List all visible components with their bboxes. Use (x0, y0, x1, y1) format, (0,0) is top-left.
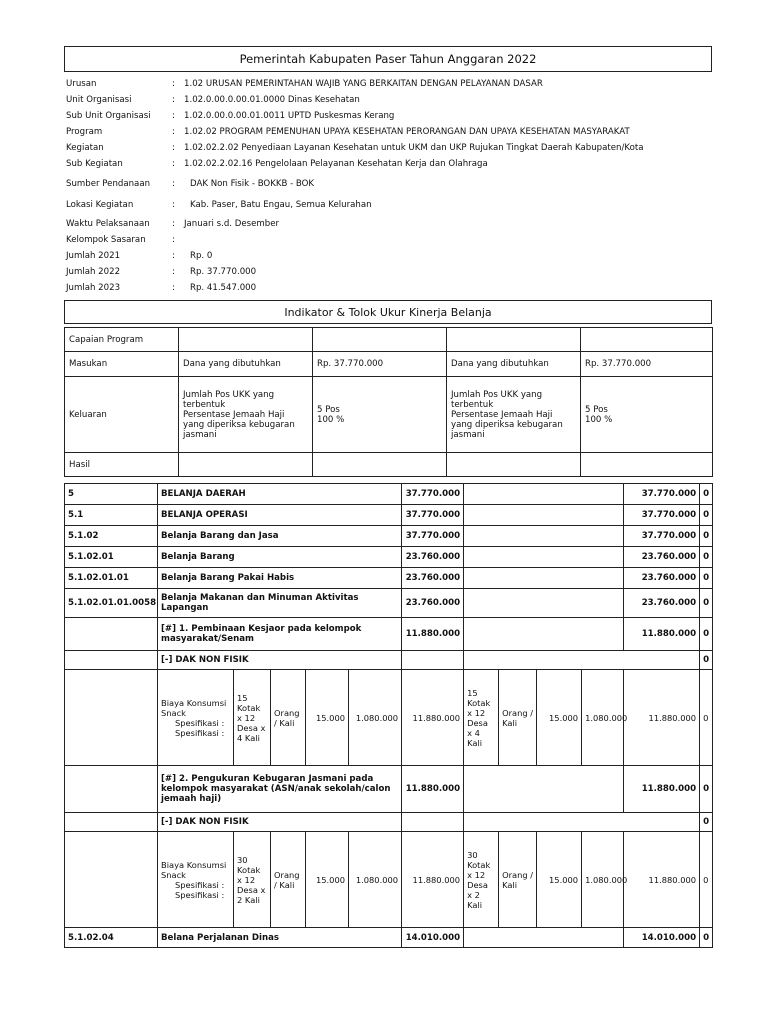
item-price-2: 15.000 (537, 832, 582, 928)
item-tax: 1.080.000 (349, 670, 402, 766)
indicator-row-hasil (65, 453, 713, 477)
row-diff: 0 (700, 589, 713, 618)
info-label: Program (66, 127, 103, 137)
item-desc: Biaya Konsumsi Snack Spesifikasi : Spesifikasi : (158, 832, 234, 928)
item-volume: 15 Kotak x 12 Desa x 4 Kali (234, 670, 271, 766)
budget-row (65, 547, 713, 568)
row-diff: 0 (700, 526, 713, 547)
info-value: Januari s.d. Desember (184, 219, 280, 229)
item-price: 15.000 (306, 832, 349, 928)
info-label: Sub Unit Organisasi (66, 111, 151, 121)
row-name: Belanja Makanan dan Minuman Aktivitas Lapangan (158, 589, 402, 618)
keluaran-desc-2: Jumlah Pos UKK yang terbentuk Persentase Jemaah Haji yang diperiksa kebugaran jasmani (447, 377, 581, 453)
item-diff: 0 (700, 832, 713, 928)
row-amount-2: 37.770.000 (624, 484, 700, 505)
indicator-row-masukan (65, 352, 713, 377)
item-diff: 0 (700, 670, 713, 766)
info-separator: : (172, 251, 175, 261)
budget-row (65, 526, 713, 547)
keluaran-value: 5 Pos 100 % (313, 377, 447, 453)
item-unit-2: Orang / Kali (499, 832, 537, 928)
row-diff: 0 (700, 547, 713, 568)
info-value: 1.02.0.00.0.00.01.0011 UPTD Puskesmas Kerang (184, 111, 395, 121)
item-volume-2: 15 Kotak x 12 Desa x 4 Kali (464, 670, 499, 766)
item-unit: Orang / Kali (271, 670, 306, 766)
label-capaian: Capaian Program (65, 328, 179, 352)
item-tax: 1.080.000 (349, 832, 402, 928)
info-separator: : (172, 111, 175, 121)
row-name: Belanja Barang Pakai Habis (158, 568, 402, 589)
row-code: 5.1.02 (65, 526, 158, 547)
info-label: Sumber Pendanaan (66, 179, 151, 189)
info-label: Urusan (66, 79, 97, 89)
row-name: Belanja Barang (158, 547, 402, 568)
row-amount-2: 37.770.000 (624, 526, 700, 547)
budget-row (65, 505, 713, 526)
source-name: [-] DAK NON FISIK (158, 651, 402, 670)
indicator-row-keluaran (65, 377, 713, 453)
group-amount-2: 11.880.000 (624, 766, 700, 813)
info-value: 1.02.02 PROGRAM PEMENUHAN UPAYA KESEHATAN PERORANGAN DAN UPAYA KESEHATAN MASYARAKAT (184, 127, 630, 137)
info-label: Kegiatan (66, 143, 104, 153)
group-row (65, 766, 713, 813)
row-name: BELANJA OPERASI (158, 505, 402, 526)
budget-row (65, 484, 713, 505)
label-keluaran: Keluaran (65, 377, 179, 453)
row-code: 5.1 (65, 505, 158, 526)
info-label: Jumlah 2021 (66, 251, 121, 261)
info-separator: : (172, 127, 175, 137)
indicator-row-capaian (65, 328, 713, 352)
item-desc: Biaya Konsumsi Snack Spesifikasi : Spesifikasi : (158, 670, 234, 766)
item-row (65, 832, 713, 928)
info-value: 1.02.0.00.0.00.01.0000 Dinas Kesehatan (184, 95, 360, 105)
item-tax-2: 1.080.000 (582, 670, 624, 766)
group-amount: 11.880.000 (402, 766, 464, 813)
row-code: 5 (65, 484, 158, 505)
info-label: Sub Kegiatan (66, 159, 123, 169)
row-amount-2: 23.760.000 (624, 547, 700, 568)
info-separator: : (172, 79, 175, 89)
info-separator: : (172, 159, 175, 169)
row-name: Belanja Barang dan Jasa (158, 526, 402, 547)
item-total: 11.880.000 (402, 670, 464, 766)
info-label: Jumlah 2022 (66, 267, 121, 277)
info-value: DAK Non Fisik - BOKKB - BOK (190, 179, 315, 189)
group-row (65, 618, 713, 651)
info-separator: : (172, 283, 175, 293)
row-amount: 23.760.000 (402, 589, 464, 618)
group-amount: 11.880.000 (402, 618, 464, 651)
item-tax-2: 1.080.000 (582, 832, 624, 928)
group-diff: 0 (700, 766, 713, 813)
page-title: Pemerintah Kabupaten Paser Tahun Anggaran 2022 (64, 46, 712, 72)
row-amount-2: 37.770.000 (624, 505, 700, 526)
source-row (65, 813, 713, 832)
info-label: Lokasi Kegiatan (66, 200, 134, 210)
item-total-2: 11.880.000 (624, 832, 700, 928)
source-name: [-] DAK NON FISIK (158, 813, 402, 832)
info-value: 1.02.02.2.02 Penyediaan Layanan Kesehatan untuk UKM dan UKP Rujukan Tingkat Daerah Kabupaten/Kota (184, 143, 644, 153)
budget-row (65, 928, 713, 948)
source-row (65, 651, 713, 670)
indicator-title: Indikator & Tolok Ukur Kinerja Belanja (64, 300, 712, 324)
info-label: Waktu Pelaksanaan (66, 219, 150, 229)
group-amount-2: 11.880.000 (624, 618, 700, 651)
keluaran-value-2: 5 Pos 100 % (581, 377, 713, 453)
label-masukan: Masukan (65, 352, 179, 377)
item-row (65, 670, 713, 766)
row-amount-2: 23.760.000 (624, 568, 700, 589)
row-code: 5.1.02.01.01 (65, 568, 158, 589)
info-value: Rp. 41.547.000 (190, 283, 257, 293)
row-diff: 0 (700, 568, 713, 589)
info-value: Rp. 37.770.000 (190, 267, 257, 277)
info-separator: : (172, 267, 175, 277)
info-value: 1.02 URUSAN PEMERINTAHAN WAJIB YANG BERKAITAN DENGAN PELAYANAN DASAR (184, 79, 543, 89)
group-name: [#] 2. Pengukuran Kebugaran Jasmani pada kelompok masyarakat (ASN/anak sekolah/calon jemaah haji) (158, 766, 402, 813)
row-amount: 37.770.000 (402, 526, 464, 547)
indicator-table (64, 327, 713, 477)
item-price: 15.000 (306, 670, 349, 766)
group-name: [#] 1. Pembinaan Kesjaor pada kelompok masyarakat/Senam (158, 618, 402, 651)
row-name: Belana Perjalanan Dinas (158, 928, 402, 948)
info-separator: : (172, 235, 175, 245)
masukan-desc: Dana yang dibutuhkan (179, 352, 313, 377)
item-unit: Orang / Kali (271, 832, 306, 928)
source-diff: 0 (700, 813, 713, 832)
item-price-2: 15.000 (537, 670, 582, 766)
masukan-value-2: Rp. 37.770.000 (581, 352, 713, 377)
masukan-value: Rp. 37.770.000 (313, 352, 447, 377)
budget-row (65, 589, 713, 618)
label-hasil: Hasil (65, 453, 179, 477)
row-name: BELANJA DAERAH (158, 484, 402, 505)
row-amount: 14.010.000 (402, 928, 464, 948)
row-amount-2: 23.760.000 (624, 589, 700, 618)
row-code: 5.1.02.01.01.0058 (65, 589, 158, 618)
keluaran-desc: Jumlah Pos UKK yang terbentuk Persentase Jemaah Haji yang diperiksa kebugaran jasmani (179, 377, 313, 453)
row-amount: 23.760.000 (402, 547, 464, 568)
info-separator: : (172, 200, 175, 210)
info-separator: : (172, 143, 175, 153)
source-diff: 0 (700, 651, 713, 670)
item-unit-2: Orang / Kali (499, 670, 537, 766)
info-label: Jumlah 2023 (66, 283, 121, 293)
row-amount: 37.770.000 (402, 484, 464, 505)
masukan-desc-2: Dana yang dibutuhkan (447, 352, 581, 377)
item-total: 11.880.000 (402, 832, 464, 928)
row-code: 5.1.02.01 (65, 547, 158, 568)
info-separator: : (172, 219, 175, 229)
info-label: Unit Organisasi (66, 95, 132, 105)
row-diff: 0 (700, 505, 713, 526)
info-value: 1.02.02.2.02.16 Pengelolaan Pelayanan Kesehatan Kerja dan Olahraga (184, 159, 488, 169)
info-separator: : (172, 95, 175, 105)
item-volume-2: 30 Kotak x 12 Desa x 2 Kali (464, 832, 499, 928)
row-diff: 0 (700, 484, 713, 505)
group-diff: 0 (700, 618, 713, 651)
info-value: Kab. Paser, Batu Engau, Semua Kelurahan (190, 200, 372, 210)
item-total-2: 11.880.000 (624, 670, 700, 766)
row-code: 5.1.02.04 (65, 928, 158, 948)
info-value: Rp. 0 (190, 251, 213, 261)
budget-row (65, 568, 713, 589)
row-amount: 23.760.000 (402, 568, 464, 589)
row-amount-2: 14.010.000 (624, 928, 700, 948)
row-diff: 0 (700, 928, 713, 948)
info-separator: : (172, 179, 175, 189)
info-label: Kelompok Sasaran (66, 235, 146, 245)
item-volume: 30 Kotak x 12 Desa x 2 Kali (234, 832, 271, 928)
budget-table (64, 483, 713, 948)
row-amount: 37.770.000 (402, 505, 464, 526)
